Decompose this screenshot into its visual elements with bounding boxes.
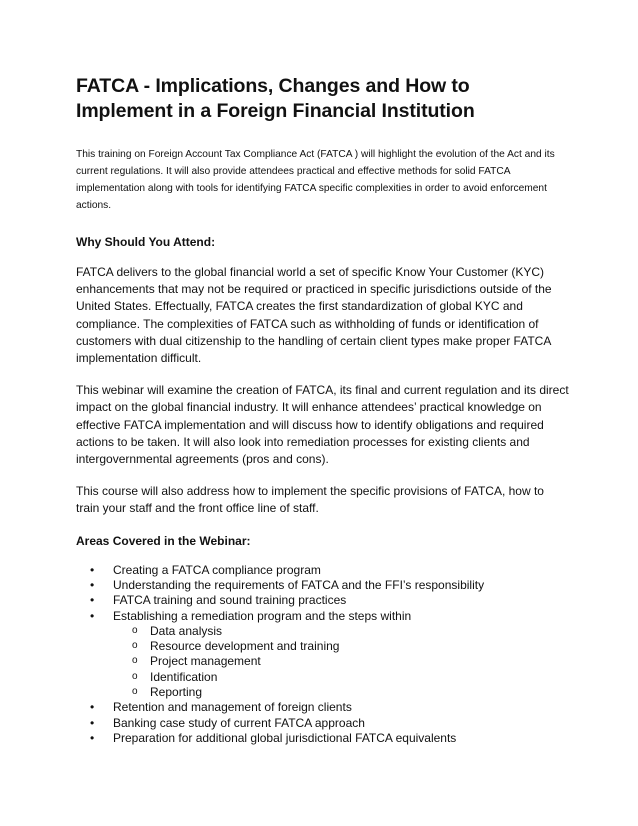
sub-list-item: o Reporting [113, 685, 570, 700]
why-paragraph-3: This course will also address how to implement the specific provisions of FATCA, how to train your staff and the front office line of staff. [76, 484, 544, 516]
sub-list-item: o Project management [113, 654, 570, 669]
list-item-label: Establishing a remediation program and the steps within [113, 608, 412, 623]
why-paragraph-2: This webinar will examine the creation of FATCA, its final and current regulation and its direct impact on the global financial industry. It will enhance attendees’ practical knowledge on effective FATCA implementation and will discuss how to identify obligations and required actions to be taken. It will also look into remediation processes for existing clients and intergovernmental agreements (pros and cons). [76, 383, 569, 467]
sub-list-item: o Resource development and training [113, 639, 570, 654]
list-item: • Creating a FATCA compliance program [76, 563, 570, 578]
list-item: • FATCA training and sound training practices [76, 593, 570, 608]
list-item: • Retention and management of foreign clients [76, 700, 570, 715]
list-item-with-sublist [76, 609, 570, 701]
intro-paragraph: This training on Foreign Account Tax Compliance Act (FATCA ) will highlight the evolution of the Act and its current regulations. It will also provide attendees practical and effective methods for solid FATCA implementation along with tools for identifying FATCA specific complexities in order to avoid enforcement actions. [76, 149, 555, 211]
why-paragraph-1: FATCA delivers to the global financial world a set of specific Know Your Customer (KYC) enhancements that may not be required or practiced in specific jurisdictions outside of the United States. Effectually, FATCA creates the first standardization of global KYC and compliance. The complexities of FATCA such as withholding of funds or identification of customers with dual citizenship to the handling of certain client types make proper FATCA implementation difficult. [76, 265, 552, 366]
document-title: FATCA - Implications, Changes and How to Implement in a Foreign Financial Institution [76, 75, 475, 122]
sub-list-item: o Data analysis [113, 624, 570, 639]
list-item: • Banking case study of current FATCA approach [76, 716, 570, 731]
areas-covered-heading: Areas Covered in the Webinar: [76, 533, 251, 548]
remediation-sub-list [113, 624, 570, 700]
list-item: • Understanding the requirements of FATCA and the FFI’s responsibility [76, 578, 570, 593]
why-attend-heading: Why Should You Attend: [76, 235, 216, 249]
list-item: • Preparation for additional global jurisdictional FATCA equivalents [76, 731, 570, 746]
areas-bullet-list [76, 563, 570, 747]
sub-list-item: o Identification [113, 670, 570, 685]
